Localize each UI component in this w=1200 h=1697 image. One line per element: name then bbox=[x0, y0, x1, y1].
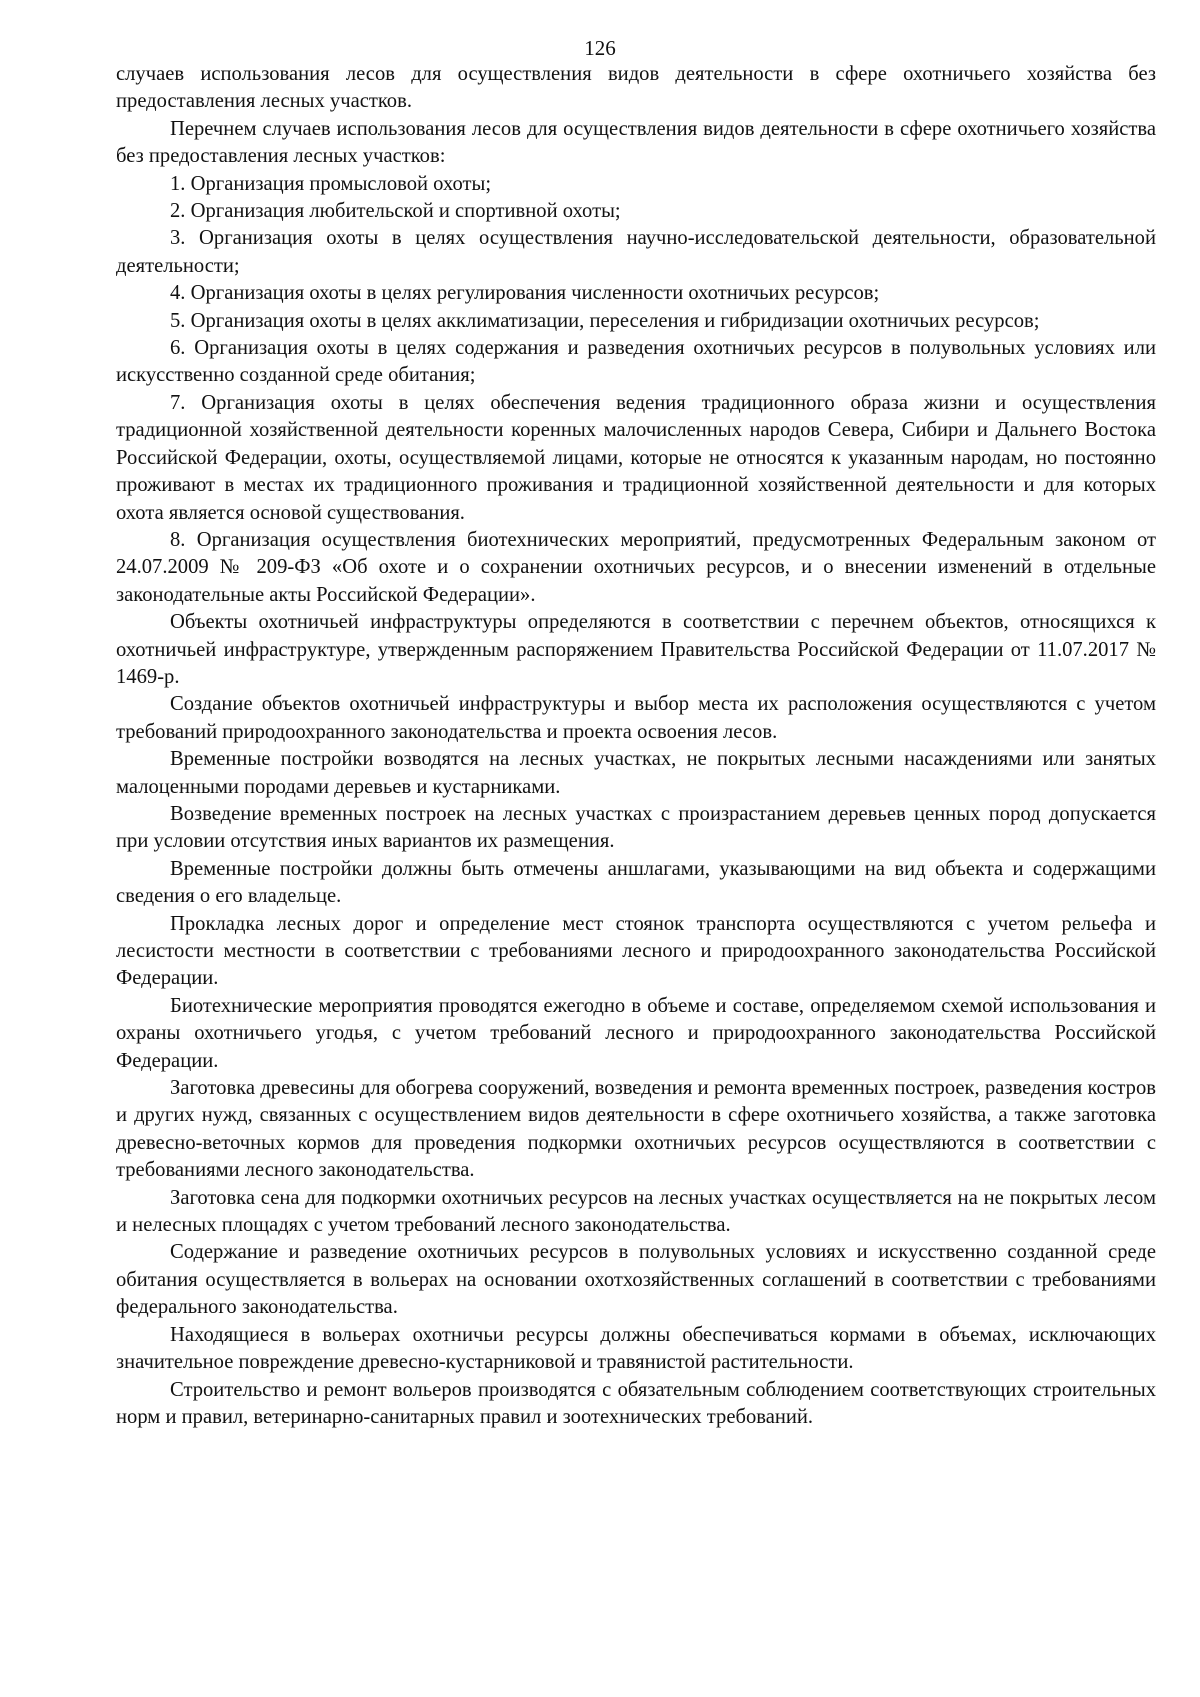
paragraph: случаев использования лесов для осуществления видов деятельности в сфере охотничьего хозяйства без предоставления лесных участков. bbox=[116, 63, 1156, 113]
paragraph: Объекты охотничьей инфраструктуры определяются в соответствии с перечнем объектов, относящихся к охотничьей инфраструктуре, утвержденным распоряжением Правительства Российской Федерации от 11.07.2017 № 1469-р. bbox=[116, 611, 1156, 688]
list-item: 8. Организация осуществления биотехнических мероприятий, предусмотренных Федеральным законом от 24.07.2009 № 209-ФЗ «Об охоте и о сохранении охотничьих ресурсов, и о внесении изменений в отдельные законодательные акты Российской Федерации». bbox=[116, 528, 1156, 606]
list-item: 7. Организация охоты в целях обеспечения ведения традиционного образа жизни и осуществления традиционной хозяйственной деятельности коренных малочисленных народов Севера, Сибири и Дальнего Востока Российской Федерации, охоты, осуществляемой лицами, которые не относятся к указанным народам, но постоянно проживают в местах их традиционного проживания и традиционной хозяйственной деятельности и для которых охота является основой существования. bbox=[116, 391, 1156, 524]
document-body bbox=[116, 61, 1156, 1431]
paragraph: Заготовка сена для подкормки охотничьих ресурсов на лесных участках осуществляется на не покрытых лесом и нелесных площадях с учетом требований лесного законодательства. bbox=[116, 1186, 1156, 1237]
paragraph: Временные постройки возводятся на лесных участках, не покрытых лесными насаждениями или занятых малоценными породами деревьев и кустарниками. bbox=[116, 748, 1156, 798]
paragraph: Заготовка древесины для обогрева сооружений, возведения и ремонта временных построек, разведения костров и других нужд, связанных с осуществлением видов деятельности в сфере охотничьего хозяйства, а также заготовка древесно-веточных кормов для проведения подкормки охотничьих ресурсов осуществляются в соответствии с требованиями лесного законодательства. bbox=[116, 1077, 1156, 1182]
list-item: 1. Организация промысловой охоты; bbox=[170, 172, 492, 195]
paragraph: Создание объектов охотничьей инфраструктуры и выбор места их расположения осуществляются с учетом требований природоохранного законодательства и проекта освоения лесов. bbox=[116, 693, 1156, 743]
paragraph: Содержание и разведение охотничьих ресурсов в полувольных условиях и искусственно созданной среде обитания осуществляется в вольерах на основании охотхозяйственных соглашений в соответствии с требованиями федерального законодательства. bbox=[116, 1241, 1156, 1319]
list-item: 2. Организация любительской и спортивной охоты; bbox=[170, 200, 621, 223]
list-item: 6. Организация охоты в целях содержания и разведения охотничьих ресурсов в полувольных условиях или искусственно созданной среде обитания; bbox=[116, 337, 1156, 387]
paragraph: Прокладка лесных дорог и определение мест стоянок транспорта осуществляются с учетом рельефа и лесистости местности в соответствии с требованиями лесного и природоохранного законодательства Российской Федерации. bbox=[116, 912, 1156, 990]
list-item: 4. Организация охоты в целях регулирования численности охотничьих ресурсов; bbox=[170, 282, 880, 305]
list-item: 5. Организация охоты в целях акклиматизации, переселения и гибридизации охотничьих ресурсов; bbox=[170, 309, 1040, 332]
paragraph: Строительство и ремонт вольеров производятся с обязательным соблюдением соответствующих строительных норм и правил, ветеринарно-санитарных правил и зоотехнических требований. bbox=[116, 1378, 1156, 1428]
paragraph: Находящиеся в вольерах охотничьи ресурсы должны обеспечиваться кормами в объемах, исключающих значительное повреждение древесно-кустарниковой и травянистой растительности. bbox=[116, 1323, 1156, 1374]
paragraph: Биотехнические мероприятия проводятся ежегодно в объеме и составе, определяемом схемой использования и охраны охотничьего угодья, с учетом требований лесного и природоохранного законодательства Российской Федерации. bbox=[116, 994, 1156, 1072]
paragraph: Перечнем случаев использования лесов для осуществления видов деятельности в сфере охотничьего хозяйства без предоставления лесных участков: bbox=[116, 117, 1156, 168]
list-item: 3. Организация охоты в целях осуществления научно-исследовательской деятельности, образовательной деятельности; bbox=[116, 227, 1156, 277]
paragraph: Временные постройки должны быть отмечены аншлагами, указывающими на вид объекта и содержащими сведения о его владельце. bbox=[116, 857, 1156, 908]
page-number: 126 bbox=[584, 36, 616, 60]
paragraph: Возведение временных построек на лесных участках с произрастанием деревьев ценных пород допускается при условии отсутствия иных вариантов их размещения. bbox=[116, 802, 1156, 853]
